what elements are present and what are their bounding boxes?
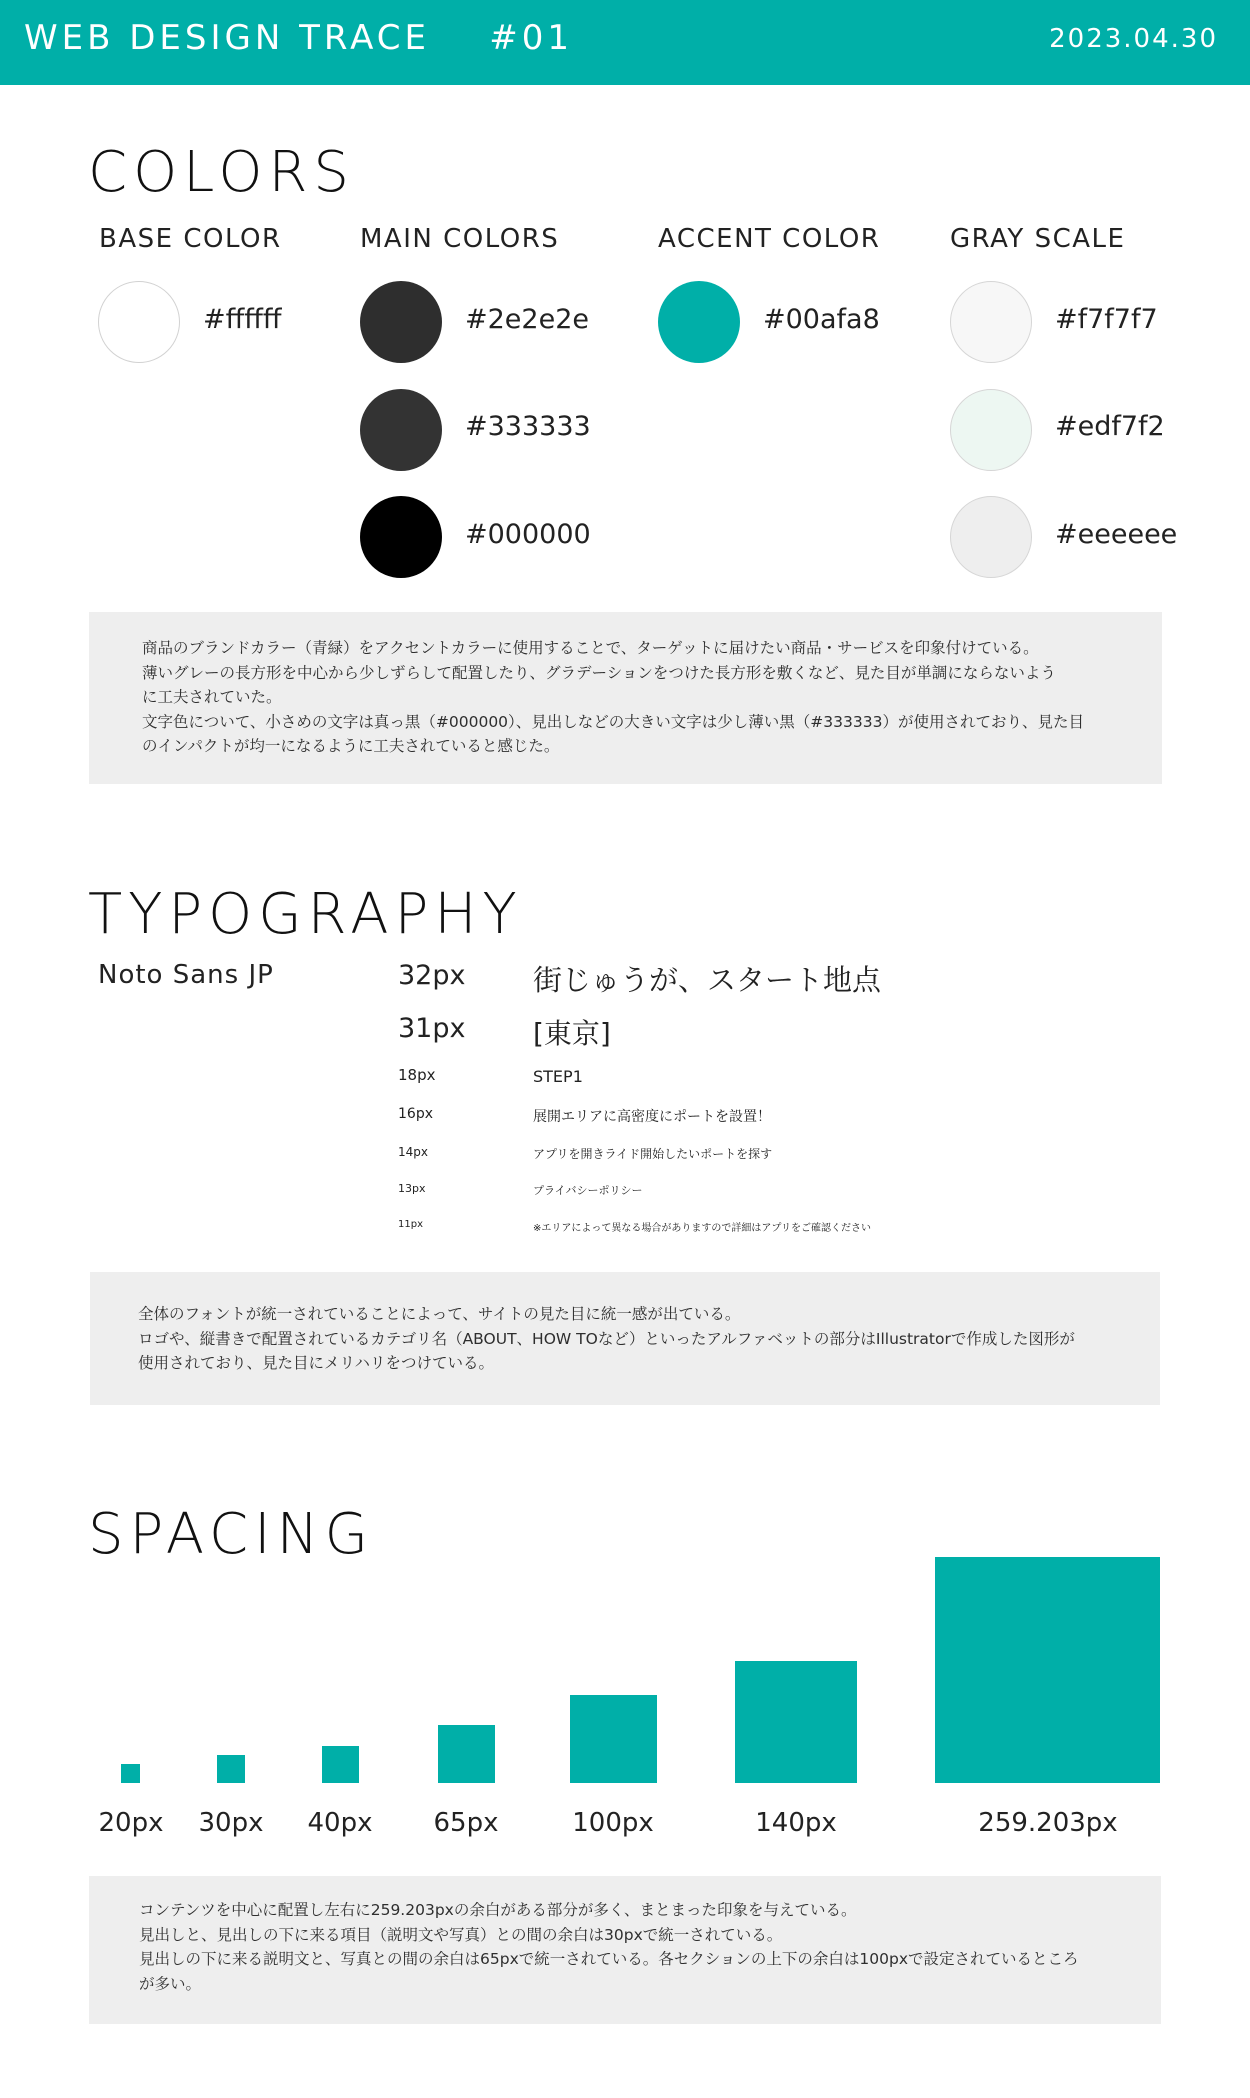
typography-heading: TYPOGRAPHY [88,882,523,947]
type-size-label: 11px [398,1219,423,1230]
page-header [0,0,1250,85]
spacing-note-line: が多い。 [139,1974,202,1993]
spacing-note-line: 見出しの下に来る説明文と、写真との間の余白は65pxで統一されている。各セクションの上下の余白は100pxで設定されているところ [139,1950,1079,1968]
swatch-main-2 [360,496,442,578]
page-date: 2023.04.30 [1049,24,1218,54]
colors-note-line: 薄いグレーの長方形を中心から少しずらして配置したり、グラデーションをつけた長方形を敷くなど、見た目が単調にならないよう [142,663,1056,682]
colors-note-line: のインパクトが均一になるように工夫されていると感じた。 [142,737,560,755]
typography-note [90,1272,1160,1405]
swatch-main-0 [360,281,442,363]
colors-note-line: 商品のブランドカラー（青緑）をアクセントカラーに使用することで、ターゲットに届けたい商品・サービスを印象付けている。 [142,639,1039,657]
type-sample: 展開エリアに高密度にポートを設置！ [533,1109,771,1125]
swatch-gray-0 [950,281,1032,363]
type-size-label: 18px [398,1066,436,1084]
hex-accent-0: #00afa8 [763,304,880,335]
spacing-square-259 [935,1557,1160,1783]
spacing-heading: SPACING [88,1502,374,1567]
spacing-square-65 [438,1725,495,1783]
spacing-label: 65px [433,1808,499,1838]
swatch-gray-1 [950,389,1032,471]
spacing-label: 20px [98,1808,164,1838]
typography-note-line: 使用されており、見た目にメリハリをつけている。 [138,1354,495,1372]
spacing-square-140 [735,1661,857,1783]
font-name: Noto Sans JP [98,960,274,990]
hex-base-0: #ffffff [203,304,282,335]
swatch-gray-2 [950,496,1032,578]
spacing-square-30 [217,1755,245,1783]
spacing-note [89,1876,1161,2024]
type-size-label: 14px [398,1145,428,1159]
typography-note-line: ロゴや、縦書きで配置されているカテゴリ名（ABOUT、HOW TOなど）といったアルファベットの部分はIllustratorで作成した図形が [138,1329,1075,1348]
spacing-note-line: 見出しと、見出しの下に来る項目（説明文や写真）との間の余白は30pxで統一されている。 [139,1925,783,1944]
hex-main-0: #2e2e2e [465,304,589,335]
type-sample: 街じゅうが、スタート地点 [533,963,882,997]
hex-gray-0: #f7f7f7 [1055,304,1158,335]
colors-heading: COLORS [88,140,355,205]
accent-color-label: ACCENT COLOR [658,224,881,254]
spacing-square-40 [322,1746,359,1783]
type-sample: アプリを開きライド開始したいポートを探す [533,1147,773,1161]
type-sample: ※エリアによって異なる場合がありますので詳細はアプリをご確認ください [533,1223,871,1234]
type-sample: プライバシーポリシー [533,1184,643,1197]
hex-main-2: #000000 [465,519,591,550]
spacing-square-20 [121,1764,140,1783]
hex-main-1: #333333 [465,411,591,442]
page-title: WEB DESIGN TRACE #01 [24,18,573,58]
colors-note-line: 文字色について、小さめの文字は真っ黒（#000000）、見出しなどの大きい文字は少し薄い黒（#333333）が使用されており、見た目 [142,712,1084,731]
spacing-square-100 [570,1695,657,1783]
type-size-label: 13px [398,1182,426,1195]
spacing-label: 259.203px [978,1808,1118,1838]
type-size-label: 32px [398,960,466,991]
type-size-label: 16px [398,1106,433,1122]
type-size-label: 31px [398,1013,466,1044]
main-colors-label: MAIN COLORS [360,224,560,254]
colors-note-line: に工夫されていた。 [142,688,282,706]
swatch-base-0 [98,281,180,363]
swatch-accent-0 [658,281,740,363]
hex-gray-2: #eeeeee [1055,519,1178,550]
type-sample: STEP1 [533,1067,583,1086]
typography-note-line: 全体のフォントが統一されていることによって、サイトの見た目に統一感が出ている。 [138,1305,741,1323]
gray-scale-label: GRAY SCALE [950,224,1126,254]
colors-note [89,612,1162,784]
spacing-label: 100px [572,1808,654,1838]
spacing-note-line: コンテンツを中心に配置し左右に259.203pxの余白がある部分が多く、まとまった印象を与えている。 [139,1901,857,1919]
base-color-label: BASE COLOR [99,224,282,254]
spacing-label: 30px [198,1808,264,1838]
spacing-label: 40px [307,1808,373,1838]
swatch-main-1 [360,389,442,471]
spacing-label: 140px [755,1808,837,1838]
hex-gray-1: #edf7f2 [1055,411,1165,442]
type-sample: [東京] [533,1017,611,1050]
